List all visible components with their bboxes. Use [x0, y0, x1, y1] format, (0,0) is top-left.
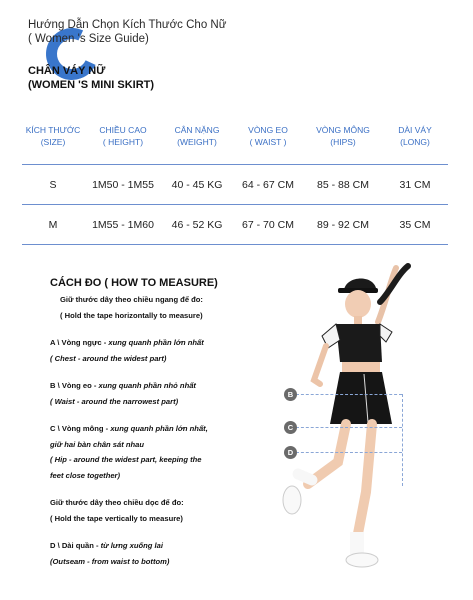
- product-title: CHÂN VÁY NỮ (WOMEN 'S MINI SKIRT): [28, 65, 155, 91]
- header-waist: VÒNG EO ( WAIST ): [248, 125, 288, 147]
- marker-c-icon: C: [284, 421, 297, 434]
- measure-instructions: [50, 277, 290, 569]
- table-row: [22, 204, 448, 244]
- chest-instruction-en: ( Chest - around the widest part): [50, 353, 167, 363]
- vertical-instruction-en: ( Hold the tape vertically to measure): [50, 513, 183, 523]
- marker-b-icon: B: [284, 388, 297, 401]
- cell-height: 1M50 - 1M55: [92, 178, 154, 191]
- outseam-instruction-vi: D \ Dài quần - từ lưng xuống lai: [50, 541, 163, 550]
- marker-d-icon: D: [284, 446, 297, 459]
- cell-weight: 46 - 52 KG: [171, 218, 223, 231]
- table-row: [22, 164, 448, 204]
- vertical-instruction-vi: Giữ thước dây theo chiều dọc để đo:: [50, 498, 184, 507]
- header-size: KÍCH THƯỚC (SIZE): [25, 125, 81, 147]
- cell-size: S: [49, 178, 57, 191]
- waist-guide-line: [296, 394, 402, 395]
- header-height: CHIỀU CAO ( HEIGHT): [99, 125, 147, 147]
- cell-waist: 64 - 67 CM: [242, 178, 294, 191]
- page-title: Hướng Dẫn Chọn Kích Thước Cho Nữ ( Women 's Size Guide): [28, 19, 227, 45]
- cell-hips: 85 - 88 CM: [317, 178, 369, 191]
- cell-height: 1M55 - 1M60: [92, 218, 154, 231]
- size-table: [22, 124, 448, 245]
- cell-hips: 89 - 92 CM: [317, 218, 369, 231]
- horizontal-instruction-vi: Giữ thước dây theo chiều ngang để đo:: [60, 295, 203, 304]
- chest-instruction-vi: A \ Vòng ngực - xung quanh phần lớn nhất: [50, 338, 204, 347]
- measure-title: CÁCH ĐO ( HOW TO MEASURE): [50, 277, 218, 289]
- waist-instruction-vi: B \ Vòng eo - xung quanh phần nhỏ nhất: [50, 381, 196, 390]
- table-bottom-border: [22, 244, 448, 245]
- cell-long: 35 CM: [399, 218, 431, 231]
- cell-waist: 67 - 70 CM: [242, 218, 294, 231]
- horizontal-instruction-en: ( Hold the tape horizontally to measure): [60, 310, 203, 320]
- header-weight: CÂN NẶNG (WEIGHT): [174, 125, 220, 147]
- outseam-instruction-en: (Outseam - from waist to bottom): [50, 556, 170, 566]
- length-guide-line: [402, 394, 403, 486]
- hip-instruction-vi: C \ Vòng mông - xung quanh phần lớn nhất,: [50, 424, 208, 433]
- hip-guide-line: [296, 427, 402, 428]
- hip-instruction-vi-2: giữ hai bàn chân sát nhau: [50, 439, 145, 449]
- header-hips: VÒNG MÔNG (HIPS): [316, 125, 370, 147]
- hem-guide-line: [296, 452, 402, 453]
- table-header-row: [22, 124, 448, 164]
- model-illustration: [268, 262, 428, 582]
- cell-size: M: [48, 218, 58, 231]
- waist-instruction-en: ( Waist - around the narrowest part): [50, 396, 179, 406]
- header-long: DÀI VÁY (LONG): [398, 125, 432, 147]
- hip-instruction-en: ( Hip - around the widest part, keeping the: [50, 455, 202, 464]
- cell-long: 31 CM: [399, 178, 431, 191]
- cell-weight: 40 - 45 KG: [171, 178, 223, 191]
- hip-instruction-en-2: feet close together): [50, 470, 121, 480]
